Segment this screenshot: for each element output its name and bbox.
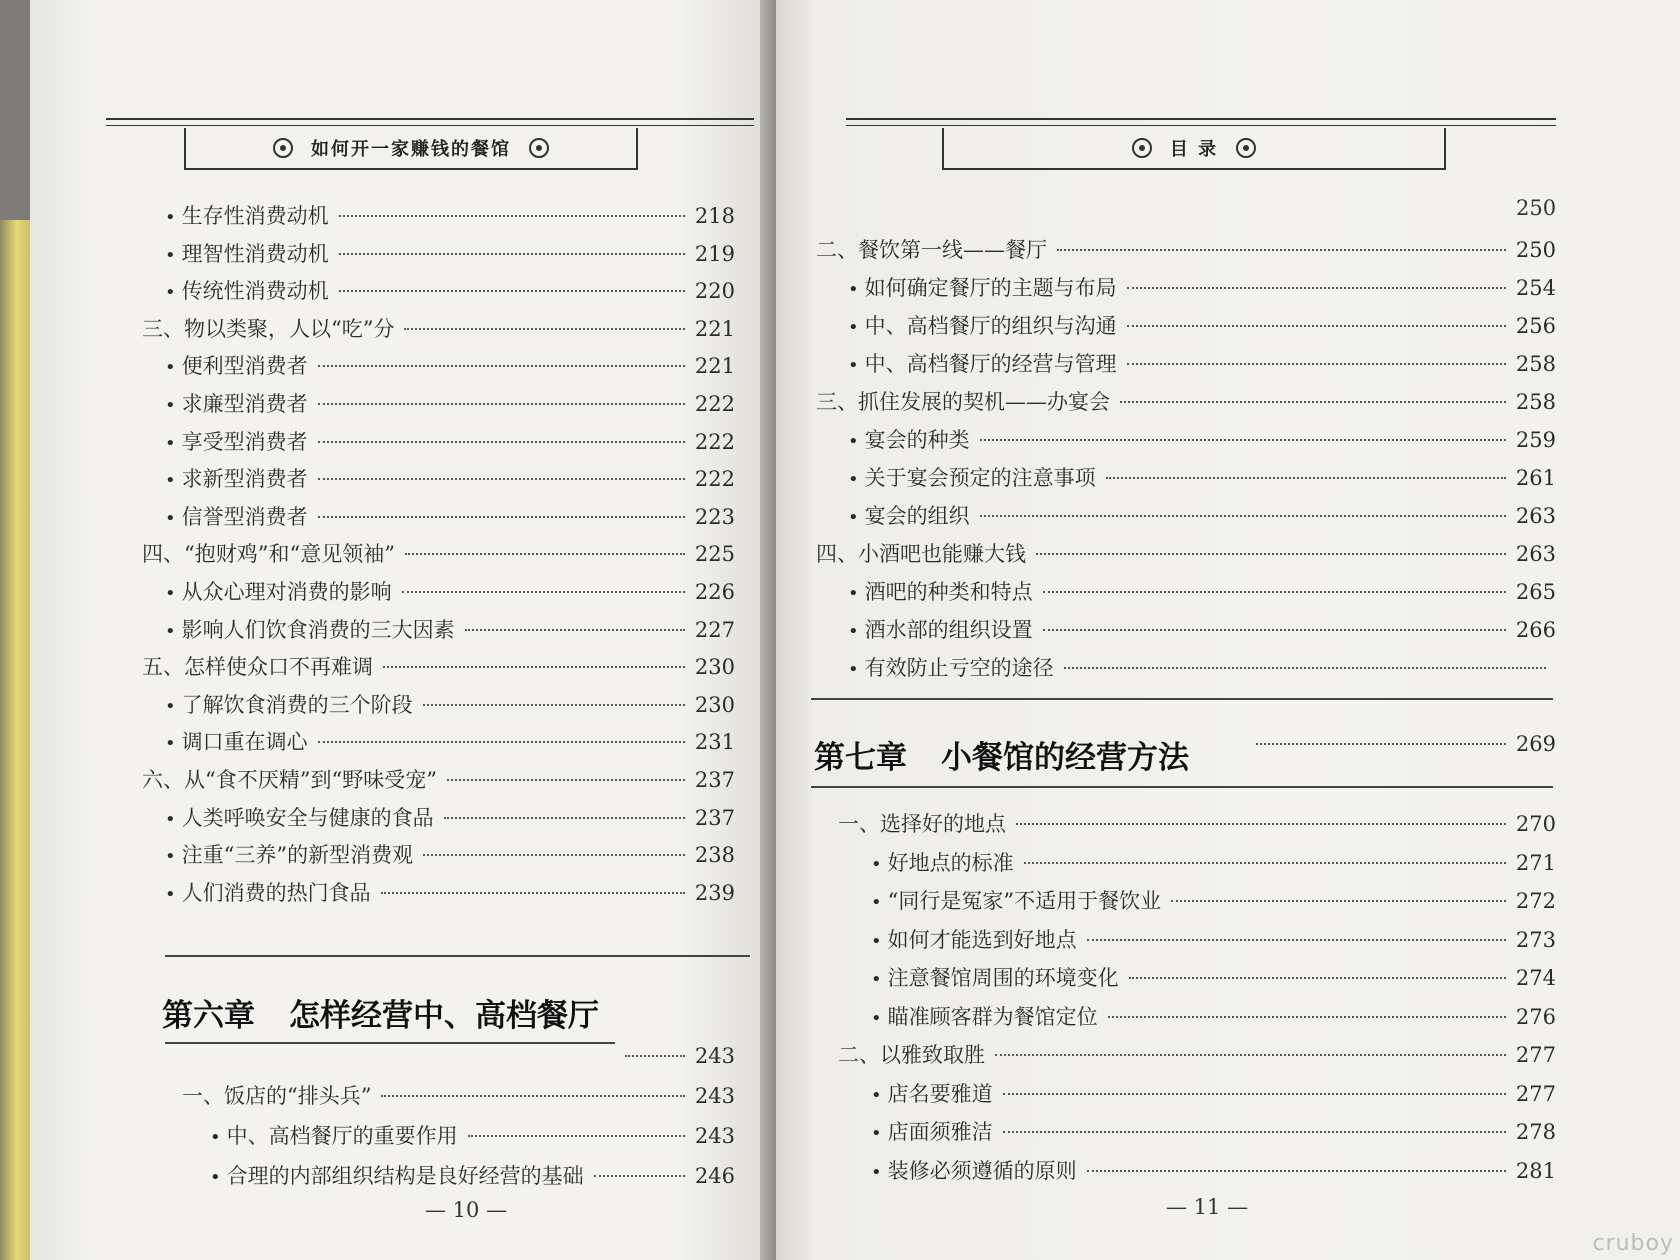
chapter-name: 怎样经营中、高档餐厅 bbox=[289, 998, 599, 1034]
toc-subentry bbox=[871, 1155, 1556, 1189]
toc-entry-title: 合理的内部组织结构是良好经营的基础 bbox=[226, 1164, 584, 1188]
toc-entry-title: 理智性消费动机 bbox=[181, 241, 329, 266]
bullet-icon: • bbox=[165, 470, 176, 492]
toc-subentry bbox=[848, 424, 1556, 458]
dot-leader bbox=[381, 892, 685, 894]
dot-leader bbox=[1036, 553, 1506, 555]
toc-entry-title: 六、从“食不厌精”到“野味受宠” bbox=[142, 768, 437, 792]
toc-entry-title: 三、物以类聚，人以“吃”分 bbox=[142, 316, 395, 341]
toc-subentry bbox=[165, 576, 735, 610]
toc-subentry bbox=[165, 726, 735, 760]
dot-leader bbox=[468, 1135, 685, 1137]
dot-circle-icon bbox=[273, 138, 293, 158]
dot-leader bbox=[1171, 900, 1506, 902]
bullet-icon: • bbox=[871, 853, 882, 875]
bullet-icon: • bbox=[871, 1084, 882, 1106]
left-page bbox=[30, 0, 790, 1260]
chapter-label: 第七章 bbox=[814, 740, 907, 776]
toc-page-number: 221 bbox=[694, 316, 735, 341]
toc-subentry bbox=[165, 238, 735, 272]
dot-leader bbox=[447, 779, 685, 781]
toc-subentry bbox=[165, 614, 735, 648]
toc-subentry bbox=[871, 962, 1556, 996]
header-rule bbox=[846, 118, 1556, 120]
toc-subentry bbox=[165, 463, 735, 497]
left-header-title: 如何开一家赚钱的餐馆 bbox=[311, 139, 511, 160]
left-running-header bbox=[106, 118, 754, 170]
dot-leader bbox=[594, 1175, 685, 1177]
bullet-icon: • bbox=[848, 317, 859, 338]
toc-subentry bbox=[165, 802, 735, 836]
right-header-title: 目 录 bbox=[1169, 139, 1219, 160]
toc-entry-title: 求廉型消费者 bbox=[181, 392, 308, 416]
right-running-header bbox=[846, 118, 1556, 170]
toc-page-number: 225 bbox=[694, 542, 735, 567]
toc-entry-title: 酒吧的种类和特点 bbox=[864, 580, 1033, 604]
right-top-page-number: 250 bbox=[1516, 196, 1557, 220]
toc-section-entry bbox=[182, 1080, 735, 1114]
toc-page-number: 230 bbox=[694, 692, 735, 717]
left-page-folio: — 10 — bbox=[425, 1198, 508, 1222]
toc-page-number: 272 bbox=[1515, 889, 1556, 913]
dot-leader bbox=[405, 553, 685, 555]
dot-leader bbox=[318, 441, 685, 443]
dot-leader bbox=[339, 215, 685, 217]
dot-leader bbox=[1106, 477, 1506, 479]
bullet-icon: • bbox=[848, 583, 859, 604]
toc-section-entry bbox=[142, 538, 735, 572]
dot-leader bbox=[1129, 977, 1506, 979]
toc-page-number: 218 bbox=[694, 204, 735, 228]
toc-page-number: 266 bbox=[1515, 618, 1556, 642]
bullet-icon: • bbox=[871, 969, 882, 990]
toc-page-number: 230 bbox=[694, 655, 735, 680]
toc-entry-title: 二、餐饮第一线——餐厅 bbox=[816, 238, 1047, 262]
dot-leader bbox=[444, 817, 685, 819]
toc-subentry bbox=[210, 1120, 735, 1154]
toc-page-number: 222 bbox=[694, 467, 735, 492]
bullet-icon: • bbox=[165, 808, 176, 830]
toc-entry-title: 装修必须遵循的原则 bbox=[887, 1158, 1077, 1183]
bullet-icon: • bbox=[848, 659, 859, 680]
bullet-icon: • bbox=[848, 431, 859, 452]
bullet-icon: • bbox=[848, 355, 859, 376]
dot-leader bbox=[1087, 939, 1506, 941]
toc-entry-title: 享受型消费者 bbox=[181, 429, 308, 454]
toc-entry-title: 生存性消费动机 bbox=[181, 204, 329, 228]
dot-leader bbox=[1003, 1131, 1506, 1133]
toc-subentry bbox=[871, 1078, 1556, 1112]
toc-entry-title: 调口重在调心 bbox=[181, 730, 308, 755]
header-rule bbox=[106, 125, 754, 126]
toc-page-number: 277 bbox=[1515, 1043, 1556, 1067]
toc-subentry bbox=[165, 200, 735, 234]
dot-leader bbox=[1127, 325, 1506, 327]
toc-page-number: 261 bbox=[1515, 466, 1556, 490]
chapter-label: 第六章 bbox=[162, 998, 255, 1034]
toc-page-number: 256 bbox=[1515, 314, 1556, 338]
toc-section-entry bbox=[816, 234, 1556, 268]
dot-leader bbox=[1024, 862, 1506, 864]
toc-page-number: 226 bbox=[694, 580, 735, 604]
dot-leader bbox=[339, 253, 685, 255]
toc-entry-title: 中、高档餐厅的经营与管理 bbox=[864, 352, 1117, 376]
toc-subentry bbox=[871, 1116, 1556, 1150]
toc-entry-title: 宴会的种类 bbox=[864, 428, 970, 452]
right-page bbox=[776, 0, 1680, 1260]
dot-leader bbox=[383, 666, 685, 668]
toc-entry-title: 人们消费的热门食品 bbox=[181, 880, 371, 905]
bullet-icon: • bbox=[165, 432, 176, 454]
bullet-icon: • bbox=[871, 892, 882, 913]
toc-subentry bbox=[165, 501, 735, 535]
dot-leader bbox=[423, 704, 685, 706]
toc-page-number: 237 bbox=[694, 805, 735, 830]
toc-entry-title: 一、饭店的“排头兵” bbox=[182, 1084, 372, 1108]
page-edge-stack bbox=[0, 220, 34, 1260]
toc-subentry bbox=[165, 350, 735, 384]
toc-page-number: 219 bbox=[694, 241, 735, 266]
toc-subentry bbox=[871, 847, 1556, 881]
bullet-icon: • bbox=[165, 583, 176, 604]
toc-entry-title: 注重“三养”的新型消费观 bbox=[181, 843, 414, 868]
dot-leader bbox=[1064, 667, 1546, 669]
dot-leader bbox=[1120, 401, 1506, 403]
chapter-title bbox=[162, 990, 599, 1035]
bullet-icon: • bbox=[165, 507, 176, 529]
dot-leader bbox=[318, 478, 685, 480]
right-page-folio: — 11 — bbox=[1166, 1195, 1249, 1219]
toc-entry-title: 人类呼唤安全与健康的食品 bbox=[181, 805, 434, 830]
bullet-icon: • bbox=[871, 1123, 882, 1144]
toc-subentry bbox=[871, 924, 1556, 958]
header-rule bbox=[846, 125, 1556, 126]
toc-entry-title: 关于宴会预定的注意事项 bbox=[864, 466, 1096, 490]
toc-page-number: 243 bbox=[694, 1124, 735, 1148]
toc-section-entry bbox=[838, 808, 1556, 842]
dot-leader bbox=[980, 439, 1506, 441]
header-box bbox=[184, 128, 638, 170]
toc-section-entry bbox=[838, 1039, 1556, 1073]
bullet-icon: • bbox=[871, 1161, 882, 1183]
dot-leader bbox=[1043, 591, 1506, 593]
dot-leader bbox=[318, 741, 685, 743]
chapter-rule-top bbox=[811, 698, 1553, 700]
toc-page-number: 238 bbox=[694, 843, 735, 868]
toc-entry-title: 信誉型消费者 bbox=[181, 504, 308, 529]
dot-leader bbox=[1108, 1016, 1506, 1018]
watermark-text: cruboy bbox=[1592, 1231, 1674, 1256]
toc-page-number: 258 bbox=[1515, 352, 1556, 376]
toc-entry-title: 便利型消费者 bbox=[181, 354, 308, 379]
toc-section-entry bbox=[142, 764, 735, 798]
toc-entry-title: 影响人们饮食消费的三大因素 bbox=[181, 617, 455, 642]
toc-entry-title: 三、抓住发展的契机——办宴会 bbox=[816, 390, 1110, 414]
toc-page-number: 270 bbox=[1515, 812, 1556, 836]
toc-page-number: 278 bbox=[1515, 1120, 1556, 1144]
dot-leader bbox=[465, 629, 685, 631]
toc-subentry bbox=[165, 388, 735, 422]
toc-subentry bbox=[848, 310, 1556, 344]
dot-leader bbox=[423, 854, 685, 856]
bullet-icon: • bbox=[165, 282, 176, 304]
bullet-icon: • bbox=[210, 1127, 221, 1148]
toc-page-number: 222 bbox=[694, 429, 735, 454]
toc-subentry bbox=[848, 652, 1556, 686]
bullet-icon: • bbox=[165, 207, 176, 228]
chapter-rule-bottom bbox=[811, 786, 1553, 788]
toc-subentry bbox=[210, 1160, 735, 1194]
dot-leader bbox=[402, 591, 685, 593]
toc-page-number: 246 bbox=[694, 1164, 735, 1188]
toc-entry-title: 五、怎样使众口不再难调 bbox=[142, 655, 373, 680]
toc-entry-title: 店名要雅道 bbox=[887, 1081, 993, 1106]
toc-subentry bbox=[165, 877, 735, 911]
toc-subentry bbox=[165, 426, 735, 460]
toc-page-number: 277 bbox=[1515, 1081, 1556, 1106]
header-box bbox=[942, 128, 1446, 170]
toc-subentry bbox=[848, 272, 1556, 306]
bullet-icon: • bbox=[165, 244, 176, 266]
dot-leader bbox=[1057, 249, 1506, 251]
bullet-icon: • bbox=[848, 507, 859, 528]
bullet-icon: • bbox=[165, 733, 176, 755]
bullet-icon: • bbox=[165, 846, 176, 868]
dot-leader bbox=[381, 1095, 684, 1097]
toc-page-number: 259 bbox=[1515, 428, 1556, 452]
toc-page-number: 274 bbox=[1515, 966, 1556, 990]
toc-page-number: 243 bbox=[694, 1084, 735, 1108]
toc-page-number: 223 bbox=[694, 504, 735, 529]
dot-leader bbox=[1127, 363, 1506, 365]
dot-leader bbox=[995, 1054, 1506, 1056]
toc-entry-title: 四、小酒吧也能赚大钱 bbox=[816, 542, 1026, 566]
toc-page-number: 271 bbox=[1515, 850, 1556, 875]
toc-entry-title: 注意餐馆周围的环境变化 bbox=[887, 966, 1119, 990]
chapter-page-row bbox=[615, 1044, 735, 1078]
toc-section-entry bbox=[142, 313, 735, 347]
toc-subentry bbox=[848, 576, 1556, 610]
bullet-icon: • bbox=[848, 469, 859, 490]
bullet-icon: • bbox=[848, 279, 859, 300]
toc-entry-title: 中、高档餐厅的组织与沟通 bbox=[864, 314, 1117, 338]
bullet-icon: • bbox=[210, 1167, 221, 1188]
dot-leader bbox=[1016, 823, 1506, 825]
bullet-icon: • bbox=[871, 930, 882, 952]
toc-entry-title: “同行是冤家”不适用于餐饮业 bbox=[887, 889, 1162, 913]
chapter-page-row bbox=[1246, 732, 1556, 766]
toc-page-number: 281 bbox=[1515, 1158, 1556, 1183]
toc-page-number: 265 bbox=[1515, 580, 1556, 604]
toc-page-number: 222 bbox=[694, 392, 735, 416]
dot-leader bbox=[1043, 629, 1506, 631]
toc-page-number: 227 bbox=[694, 617, 735, 642]
toc-page-number: 231 bbox=[694, 730, 735, 755]
toc-entry-title: 四、“抱财鸡”和“意见领袖” bbox=[142, 542, 395, 567]
bullet-icon: • bbox=[165, 883, 176, 905]
toc-entry-title: 从众心理对消费的影响 bbox=[181, 580, 392, 604]
dot-leader bbox=[318, 403, 685, 405]
bullet-icon: • bbox=[871, 1007, 882, 1029]
toc-entry-title: 了解饮食消费的三个阶段 bbox=[181, 692, 413, 717]
toc-page-number: 263 bbox=[1515, 504, 1556, 528]
dot-leader bbox=[318, 516, 685, 518]
chapter-rule-top bbox=[165, 955, 750, 957]
dot-leader bbox=[404, 328, 684, 330]
toc-subentry bbox=[165, 689, 735, 723]
toc-page-number: 237 bbox=[694, 768, 735, 792]
toc-subentry bbox=[848, 462, 1556, 496]
header-rule bbox=[106, 118, 754, 120]
toc-page-number: 258 bbox=[1515, 390, 1556, 414]
toc-page-number: 263 bbox=[1515, 542, 1556, 566]
bullet-icon: • bbox=[165, 395, 176, 416]
toc-entry-title: 求新型消费者 bbox=[181, 467, 308, 492]
toc-subentry bbox=[165, 275, 735, 309]
toc-page-number: 220 bbox=[694, 279, 735, 304]
toc-entry-title: 传统性消费动机 bbox=[181, 279, 329, 304]
bullet-icon: • bbox=[165, 695, 176, 717]
toc-section-entry bbox=[816, 386, 1556, 420]
toc-entry-title: 如何才能选到好地点 bbox=[887, 927, 1077, 952]
chapter-page-number: 269 bbox=[1515, 732, 1556, 756]
dot-circle-icon bbox=[1132, 138, 1152, 158]
toc-page-number: 273 bbox=[1515, 927, 1556, 952]
bullet-icon: • bbox=[165, 357, 176, 379]
toc-entry-title: 店面须雅洁 bbox=[887, 1120, 993, 1144]
toc-entry-title: 二、以雅致取胜 bbox=[838, 1043, 985, 1067]
chapter-page-number: 243 bbox=[694, 1044, 735, 1068]
toc-subentry bbox=[848, 348, 1556, 382]
toc-subentry bbox=[848, 500, 1556, 534]
toc-section-entry bbox=[142, 651, 735, 685]
dot-leader bbox=[318, 365, 685, 367]
dot-leader bbox=[1003, 1093, 1506, 1095]
toc-page-number: 239 bbox=[694, 880, 735, 905]
toc-entry-title: 如何确定餐厅的主题与布局 bbox=[864, 276, 1117, 300]
toc-page-number: 221 bbox=[694, 354, 735, 379]
dot-leader bbox=[1127, 287, 1506, 289]
bullet-icon: • bbox=[165, 620, 176, 642]
chapter-title bbox=[814, 732, 1189, 777]
dot-leader bbox=[1087, 1170, 1506, 1172]
toc-entry-title: 中、高档餐厅的重要作用 bbox=[226, 1124, 458, 1148]
toc-entry-title: 瞄准顾客群为餐馆定位 bbox=[887, 1004, 1098, 1029]
toc-entry-title: 一、选择好的地点 bbox=[838, 812, 1006, 836]
toc-page-number: 254 bbox=[1515, 276, 1556, 300]
toc-page-number: 250 bbox=[1515, 238, 1556, 262]
dot-circle-icon bbox=[1236, 138, 1256, 158]
dot-leader bbox=[980, 515, 1506, 517]
toc-entry-title: 好地点的标准 bbox=[887, 850, 1014, 875]
toc-entry-title: 有效防止亏空的途径 bbox=[864, 656, 1054, 680]
toc-section-entry bbox=[816, 538, 1556, 572]
dot-circle-icon bbox=[529, 138, 549, 158]
chapter-name: 小餐馆的经营方法 bbox=[941, 740, 1189, 776]
toc-subentry bbox=[871, 885, 1556, 919]
toc-page-number: 276 bbox=[1515, 1004, 1556, 1029]
chapter-rule-bottom bbox=[165, 1042, 615, 1044]
dot-leader bbox=[1256, 743, 1506, 745]
toc-entry-title: 宴会的组织 bbox=[864, 504, 970, 528]
bullet-icon: • bbox=[848, 621, 859, 642]
toc-entry-title: 酒水部的组织设置 bbox=[864, 618, 1033, 642]
toc-subentry bbox=[848, 614, 1556, 648]
dot-leader bbox=[339, 290, 685, 292]
dot-leader bbox=[625, 1055, 685, 1057]
toc-subentry bbox=[165, 839, 735, 873]
toc-subentry bbox=[871, 1001, 1556, 1035]
